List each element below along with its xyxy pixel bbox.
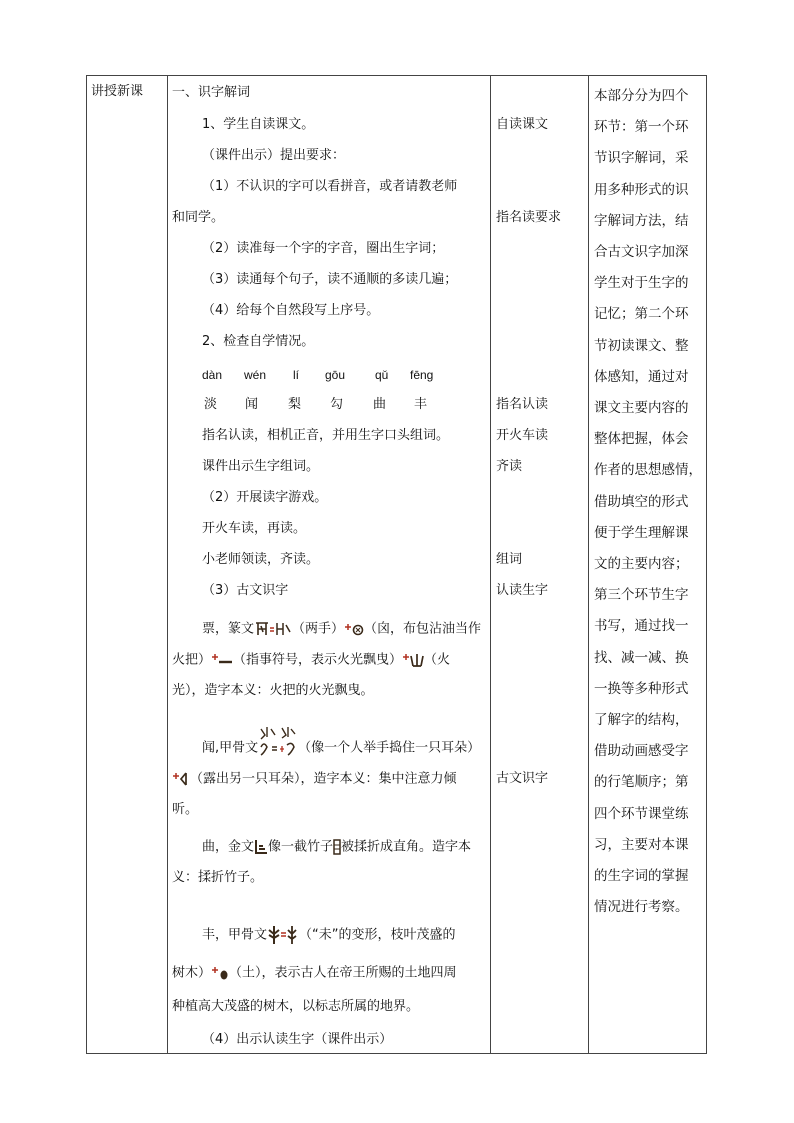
stage-label: 讲授新课 [91, 84, 144, 99]
qu-text: 被揉折成直角。造字本 [341, 839, 472, 855]
activity-self-read: 自读课文 [496, 117, 549, 132]
requirement-1a: （1）不认识的字可以看拼音，或者请教老师 [202, 179, 458, 194]
plus-earth-glyph-icon [211, 964, 229, 982]
intent-line: 找、减一减、换 [594, 649, 689, 666]
requirement-2: （2）读准每一个字的字音，圈出生字词； [202, 241, 445, 256]
char-item: 淡 [204, 397, 218, 412]
intent-line: 课文主要内容的 [594, 400, 689, 417]
ancient-script-heading: （3）古文识字 [202, 583, 289, 598]
bronze-script-glyph-icon [254, 838, 268, 856]
requirement-4: （4）给每个自然段写上序号。 [202, 303, 380, 318]
pinyin-item: dàn [202, 368, 223, 382]
column-divider [588, 76, 589, 1053]
teacher-lead-text: 小老师领读，齐读。 [202, 552, 320, 567]
activity-train-read: 开火车读 [496, 428, 549, 443]
intent-line: 记忆；第二个环 [594, 306, 689, 323]
oracle-bone-glyph-icon [258, 725, 298, 757]
pinyin-item: gōu [325, 368, 346, 382]
feng-line-1 [172, 925, 456, 945]
intent-line: 节识字解词，采 [594, 150, 689, 167]
intent-line: 作者的思想感情， [594, 462, 702, 479]
piao-text: （火 [424, 652, 451, 668]
pinyin-item: lí [293, 368, 299, 382]
intent-line: 情况进行考察。 [594, 899, 689, 916]
column-divider [167, 76, 168, 1053]
step1-text: 1、学生自读课文。 [202, 117, 315, 132]
wen-text: （露出另一只耳朵），造字本义：集中注意力倾 [190, 771, 457, 787]
seal-script-glyph-icon [254, 620, 292, 638]
wen-line-1 [172, 739, 480, 758]
intent-line: 一换等多种形式 [594, 680, 689, 697]
plus-stroke-glyph-icon [211, 651, 233, 669]
char-item: 丰 [414, 397, 428, 412]
wen-line-3: 听。 [172, 802, 199, 817]
intent-line: 习，主要对本课 [594, 836, 689, 853]
call-read-text: 指名认读，相机正音，并用生字口头组词。 [202, 428, 450, 443]
intent-line: 了解字的结构， [594, 712, 689, 729]
bamboo-glyph-icon [333, 838, 341, 856]
show-words-text: 课件出示生字组词。 [202, 459, 320, 474]
wen-text: （像一个人举手捣住一只耳朵） [298, 740, 481, 756]
qu-line-1 [172, 838, 471, 857]
activity-recognize-chars: 认读生字 [496, 583, 549, 598]
intent-line: 借助填空的形式 [594, 493, 689, 510]
char-item: 闻 [245, 397, 259, 412]
intent-line: 便于学生理解课 [594, 524, 689, 541]
activity-ancient-script: 古文识字 [496, 771, 549, 786]
piao-line-3: 光），造字本义：火把的火光飘曳。 [172, 683, 374, 698]
qu-line-2: 义：揉折竹子。 [172, 870, 264, 885]
intent-line: 用多种形式的识 [594, 181, 689, 198]
intent-line: 借助动画感受字 [594, 743, 689, 760]
char-item: 曲 [373, 397, 387, 412]
intent-line: 四个环节课堂练 [594, 805, 689, 822]
activity-read-together: 齐读 [496, 459, 523, 474]
piao-text: 火把） [172, 652, 212, 668]
chinese-char-row [202, 396, 462, 414]
piao-text: （指事符号，表示火光飘曳） [233, 652, 403, 668]
activity-call-read: 指名读要求 [496, 210, 562, 225]
qu-text: 曲，金文 [202, 839, 255, 855]
feng-text: （土），表示古人在帝王所赐的土地四周 [229, 965, 457, 981]
intent-line: 第三个环节生字 [594, 587, 689, 604]
intent-line: 体感知，通过对 [594, 368, 689, 385]
pinyin-item: qǔ [375, 368, 389, 382]
lesson-table [86, 75, 707, 1054]
requirement-3: （3）读通每个句子，读不通顺的多读几遍； [202, 272, 458, 287]
step2-text: 2、检查自学情况。 [202, 334, 315, 349]
piao-text: 票，篆文 [202, 621, 255, 637]
feng-line-2 [172, 964, 457, 983]
activity-make-words: 组词 [496, 552, 523, 567]
char-item: 梨 [288, 397, 302, 412]
feng-text: （“未”的变形，枝叶茂盛的 [299, 927, 456, 943]
design-intent-text [594, 81, 704, 923]
qu-text: 像一截竹子 [268, 839, 334, 855]
intent-line: 字解词方法，结 [594, 212, 689, 229]
step1-sub: （课件出示）提出要求： [202, 148, 346, 163]
feng-text: 树木） [172, 965, 212, 981]
plus-fire-glyph-icon [402, 651, 424, 669]
piao-line-1 [172, 620, 481, 639]
intent-line: 书写，通过找一 [594, 618, 689, 635]
intent-line: 学生对于生字的 [594, 275, 689, 292]
feng-text: 丰，甲骨文 [202, 927, 268, 943]
plus-seal-glyph-icon [344, 620, 364, 638]
section-title: 一、识字解词 [172, 85, 251, 100]
intent-line: 合古文识字加深 [594, 244, 689, 261]
feng-line-3: 种植高大茂盛的树木，以标志所属的地界。 [172, 999, 420, 1014]
pinyin-row [202, 366, 462, 384]
intent-line: 本部分分为四个 [594, 88, 689, 104]
piao-text: （两手） [292, 621, 345, 637]
intent-line: 节初读课文、整 [594, 337, 689, 354]
piao-line-2 [172, 651, 450, 670]
train-read-text: 开火车读，再读。 [202, 521, 307, 536]
show-new-chars-text: （4）出示认读生字（课件出示） [202, 1032, 393, 1047]
game-text: （2）开展读字游戏。 [202, 490, 328, 505]
intent-line: 的行笔顺序；第 [594, 774, 689, 791]
wen-text: 闻,甲骨文 [202, 740, 259, 756]
intent-line: 环节：第一个环 [594, 119, 689, 136]
intent-line: 文的主要内容； [594, 556, 689, 573]
piao-text: （囟，布包沾油当作 [364, 621, 482, 637]
plus-ear-glyph-icon [172, 770, 190, 788]
char-item: 勾 [330, 397, 344, 412]
intent-line: 的生字词的掌握 [594, 868, 689, 885]
wen-line-2 [172, 770, 457, 789]
pinyin-item: wén [244, 368, 267, 382]
oracle-tree-glyph-icon [267, 925, 299, 945]
column-divider [490, 76, 491, 1053]
intent-line: 整体把握，体会 [594, 431, 689, 448]
activity-call-recognize: 指名认读 [496, 397, 549, 412]
requirement-1b: 和同学。 [172, 210, 225, 225]
pinyin-item: fēng [410, 368, 434, 382]
